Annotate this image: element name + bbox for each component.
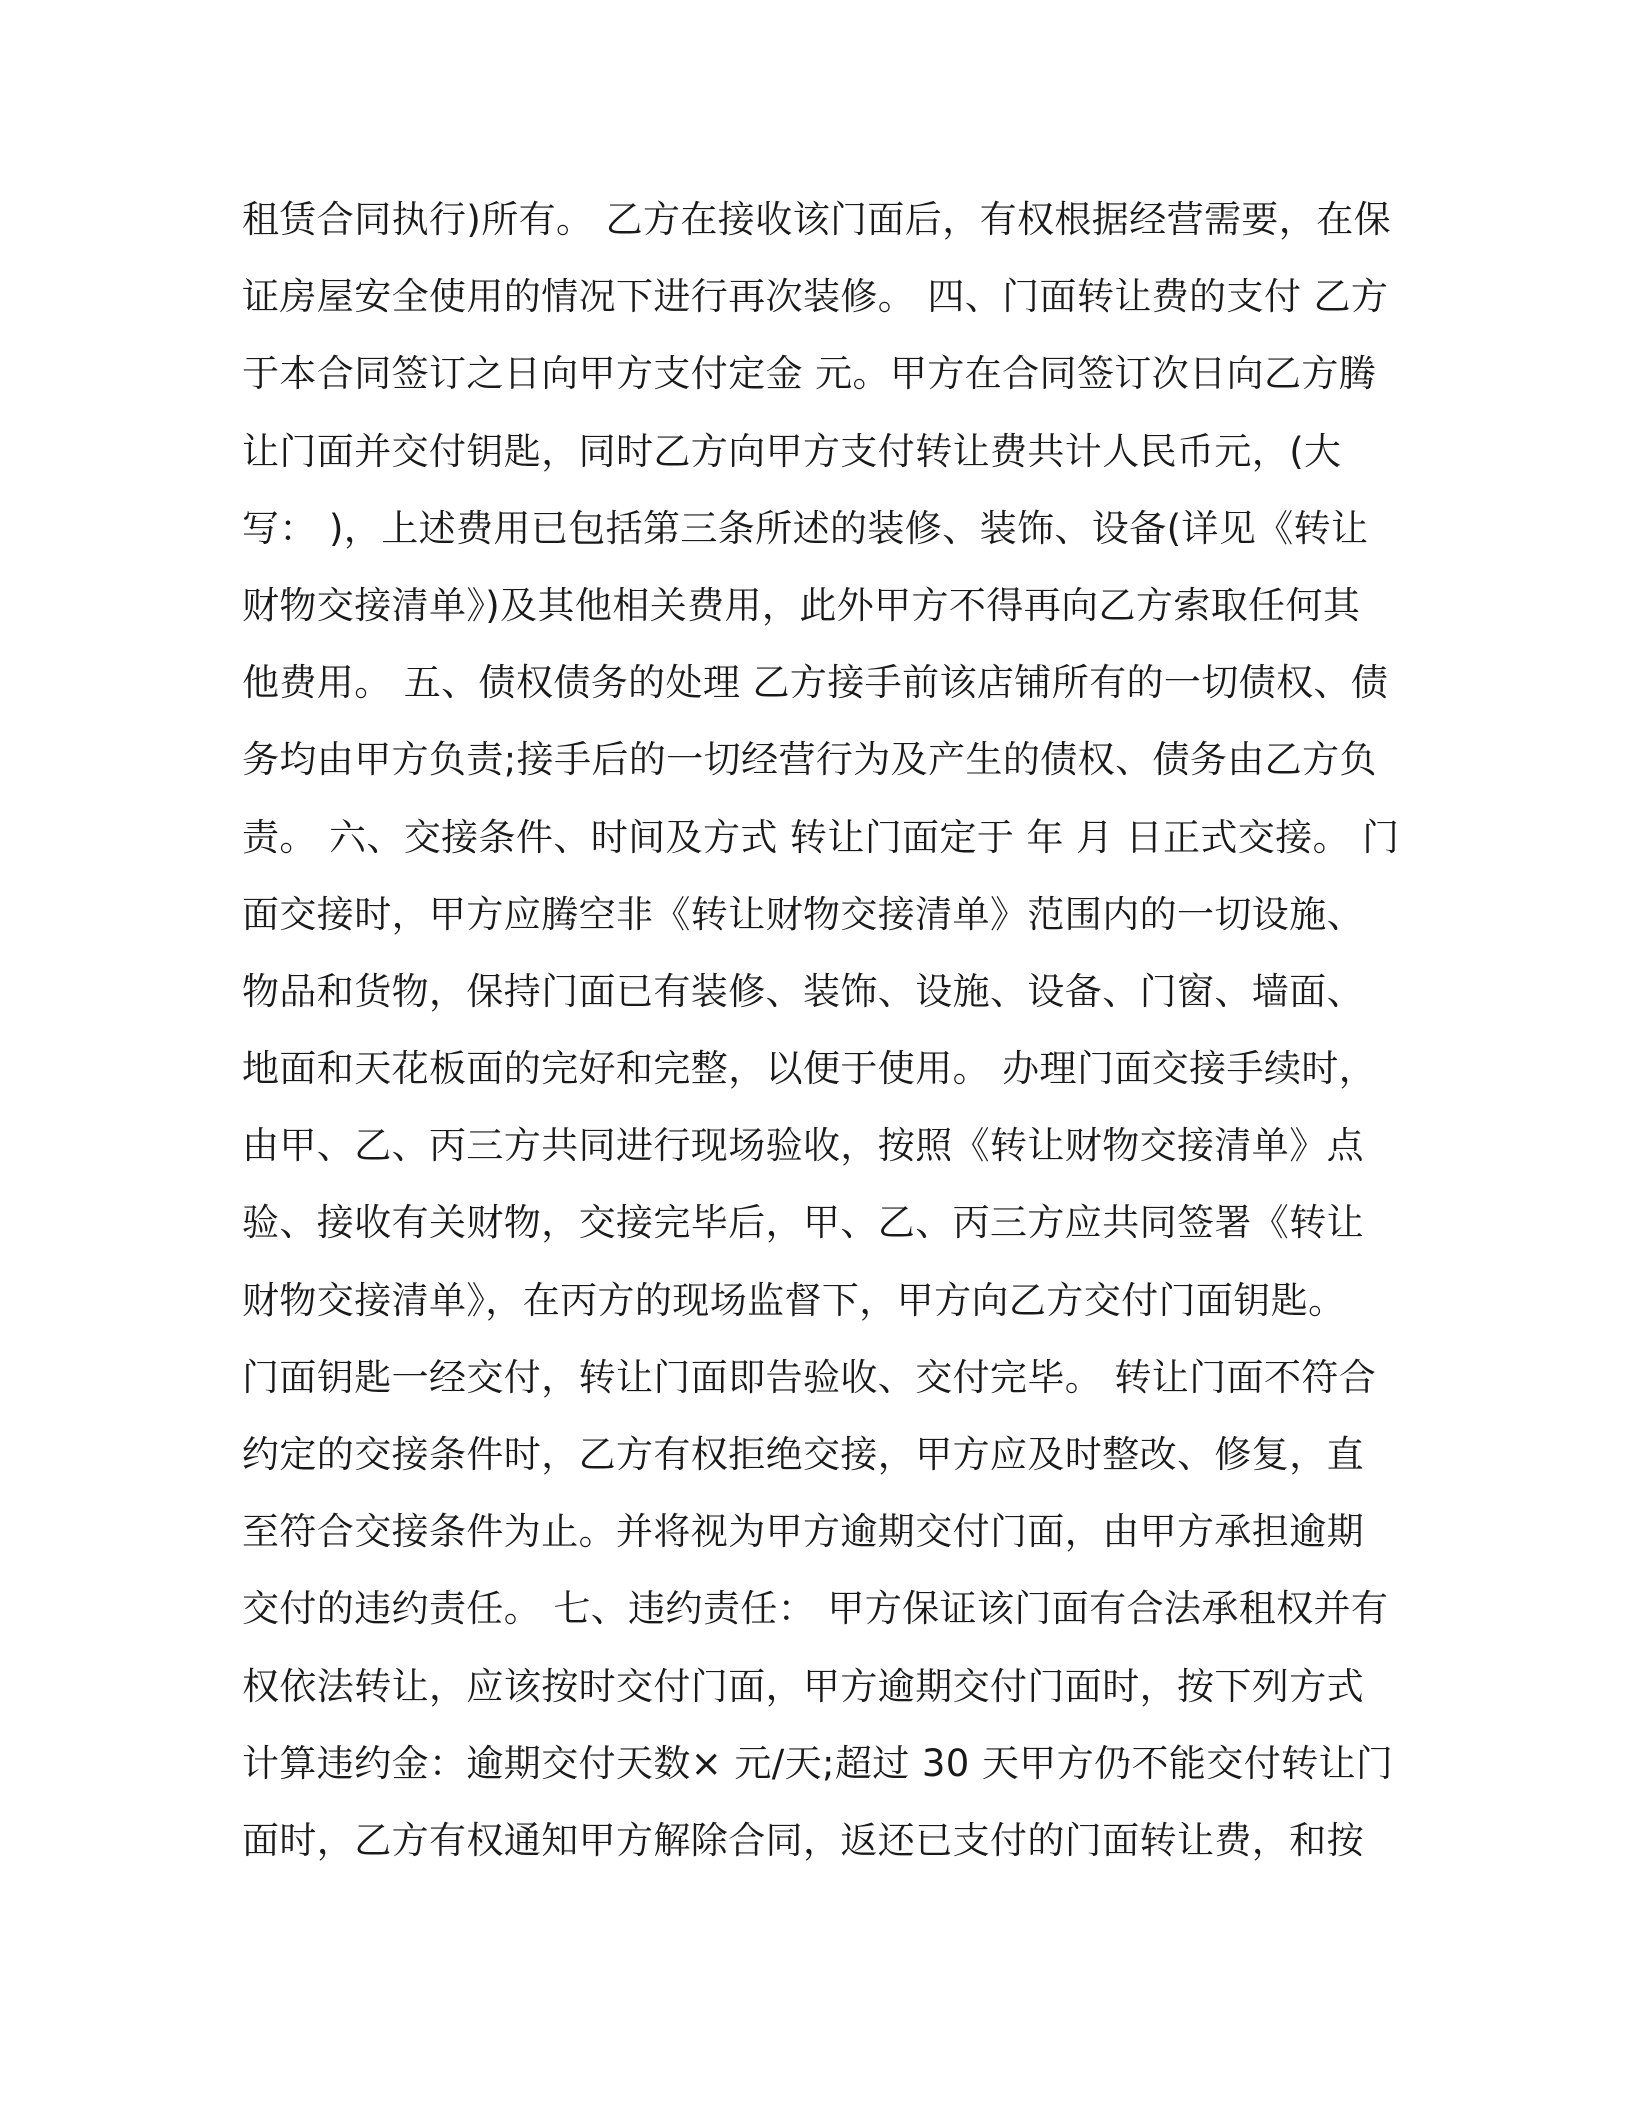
text-line-10: 面交接时，甲方应腾空非《转让财物交接清单》范围内的一切设施、 (242, 892, 1364, 936)
text-line-9: 责。 六、交接条件、时间及方式 转让门面定于 年 月 日正式交接。 门 (242, 815, 1400, 859)
text-line-2: 证房屋安全使用的情况下进行再次装修。 四、门面转让费的支付 乙方 (242, 275, 1389, 319)
text-line-14: 验、接收有关财物，交接完毕后，甲、乙、丙三方应共同签署《转让 (242, 1201, 1364, 1245)
text-line-11: 物品和货物，保持门面已有装修、装饰、设施、设备、门窗、墙面、 (242, 969, 1364, 1013)
text-line-22: 面时，乙方有权通知甲方解除合同，返还已支付的门面转让费，和按 (242, 1818, 1364, 1862)
text-line-6: 财物交接清单》)及其他相关费用，此外甲方不得再向乙方索取任何其 (242, 583, 1361, 627)
text-line-5: 写： )，上述费用已包括第三条所述的装修、装饰、设备(详见《转让 (242, 506, 1369, 550)
text-line-16: 门面钥匙一经交付，转让门面即告验收、交付完毕。 转让门面不符合 (242, 1355, 1377, 1399)
text-line-21: 计算违约金：逾期交付天数× 元/天;超过 30 天甲方仍不能交付转让门 (242, 1741, 1394, 1785)
text-line-19: 交付的违约责任。 七、违约责任： 甲方保证该门面有合法承租权并有 (242, 1587, 1389, 1631)
text-line-8: 务均由甲方负责;接手后的一切经营行为及产生的债权、债务由乙方负 (242, 738, 1377, 782)
text-line-3: 于本合同签订之日向甲方支付定金 元。甲方在合同签订次日向乙方腾 (242, 352, 1377, 396)
text-line-4: 让门面并交付钥匙，同时乙方向甲方支付转让费共计人民币元，(大 (242, 429, 1342, 473)
text-line-20: 权依法转让，应该按时交付门面，甲方逾期交付门面时，按下列方式 (242, 1664, 1364, 1708)
text-line-1: 租赁合同执行)所有。 乙方在接收该门面后，有权根据经营需要，在保 (242, 198, 1391, 241)
text-line-13: 由甲、乙、丙三方共同进行现场验收，按照《转让财物交接清单》点 (242, 1124, 1364, 1168)
body-text (242, 188, 1412, 1886)
text-line-15: 财物交接清单》，在丙方的现场监督下，甲方向乙方交付门面钥匙。 (242, 1278, 1346, 1322)
text-line-12: 地面和天花板面的完好和完整，以便于使用。 办理门面交接手续时， (242, 1047, 1377, 1091)
text-line-17: 约定的交接条件时，乙方有权拒绝交接，甲方应及时整改、修复，直 (242, 1433, 1364, 1476)
text-line-18: 至符合交接条件为止。并将视为甲方逾期交付门面，由甲方承担逾期 (242, 1510, 1364, 1554)
text-line-7: 他费用。 五、债权债务的处理 乙方接手前该店铺所有的一切债权、债 (242, 661, 1389, 705)
